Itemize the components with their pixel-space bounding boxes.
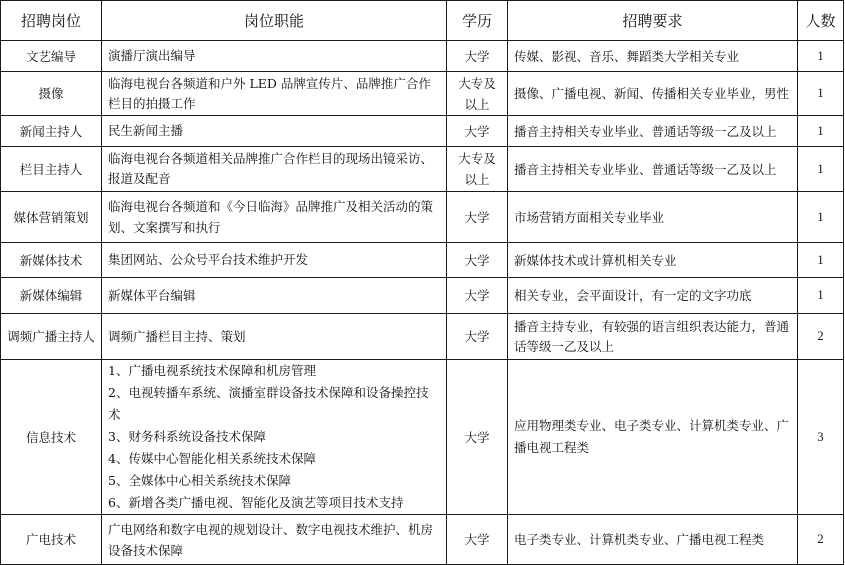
duty-line: 调频广播栏目主持、策划 xyxy=(108,328,246,344)
cell-position: 广电技术 xyxy=(1,515,102,565)
cell-duty xyxy=(102,314,447,360)
duty-line: 1、广播电视系统技术保障和机房管理 xyxy=(108,363,316,378)
cell-position: 摄像 xyxy=(1,72,102,116)
duty-line: 新媒体平台编辑 xyxy=(108,287,196,303)
cell-count: 3 xyxy=(798,360,844,515)
cell-requirements: 传媒、影视、音乐、舞蹈类大学相关专业 xyxy=(508,41,798,72)
table-row xyxy=(1,314,844,360)
cell-position: 新媒体编辑 xyxy=(1,278,102,314)
cell-requirements: 播音主持专业，有较强的语言组织表达能力，普通话等级一乙及以上 xyxy=(508,314,798,360)
table-row xyxy=(1,278,844,314)
cell-position: 新闻主持人 xyxy=(1,116,102,147)
cell-count: 1 xyxy=(798,41,844,72)
cell-education: 大专及以上 xyxy=(447,147,508,192)
cell-requirements: 电子类专业、计算机类专业、广播电视工程类 xyxy=(508,515,798,565)
cell-duty xyxy=(102,116,447,147)
cell-requirements: 播音主持相关专业毕业、普通话等级一乙及以上 xyxy=(508,116,798,147)
cell-education: 大学 xyxy=(447,515,508,565)
header-education: 学历 xyxy=(447,1,508,41)
cell-count: 2 xyxy=(798,515,844,565)
cell-position: 信息技术 xyxy=(1,360,102,515)
duty-line: 演播厅演出编导 xyxy=(108,48,196,63)
cell-position: 调频广播主持人 xyxy=(1,314,102,360)
cell-count: 1 xyxy=(798,147,844,192)
cell-requirements: 市场营销方面相关专业毕业 xyxy=(508,192,798,243)
header-duty: 岗位职能 xyxy=(102,1,447,41)
table-row xyxy=(1,515,844,565)
cell-duty xyxy=(102,360,447,515)
cell-duty xyxy=(102,41,447,72)
cell-education: 大学 xyxy=(447,243,508,278)
duty-line: 2、电视转播车系统、演播室群设备技术保障和设备操控技术 xyxy=(108,385,429,422)
header-count: 人数 xyxy=(798,1,844,41)
header-position: 招聘岗位 xyxy=(1,1,102,41)
cell-count: 1 xyxy=(798,72,844,116)
cell-duty xyxy=(102,147,447,192)
cell-position: 栏目主持人 xyxy=(1,147,102,192)
table-row xyxy=(1,243,844,278)
cell-count: 2 xyxy=(798,314,844,360)
cell-duty xyxy=(102,72,447,116)
duty-line: 集团网站、公众号平台技术维护开发 xyxy=(108,252,309,267)
cell-education: 大专及以上 xyxy=(447,72,508,116)
table-row xyxy=(1,41,844,72)
duty-line: 4、传媒中心智能化相关系统技术保障 xyxy=(108,451,316,466)
cell-education: 大学 xyxy=(447,116,508,147)
table-row xyxy=(1,116,844,147)
cell-count: 1 xyxy=(798,243,844,278)
table-row xyxy=(1,360,844,515)
cell-position: 新媒体技术 xyxy=(1,243,102,278)
cell-duty xyxy=(102,192,447,243)
duty-line: 临海电视台各频道和户外 LED 品牌宣传片、品牌推广合作栏目的拍摄工作 xyxy=(108,75,431,111)
duty-line: 临海电视台各频道和《今日临海》品牌推广及相关活动的策划、文案撰写和执行 xyxy=(108,199,434,235)
header-requirements: 招聘要求 xyxy=(508,1,798,41)
cell-requirements: 摄像、广播电视、新闻、传播相关专业毕业，男性 xyxy=(508,72,798,116)
cell-education: 大学 xyxy=(447,41,508,72)
cell-duty xyxy=(102,278,447,314)
cell-duty xyxy=(102,515,447,565)
cell-education: 大学 xyxy=(447,314,508,360)
cell-position: 媒体营销策划 xyxy=(1,192,102,243)
duty-line: 广电网络和数字电视的规划设计、数字电视技术维护、机房设备技术保障 xyxy=(108,521,434,558)
duty-line: 6、新增各类广播电视、智能化及演艺等项目技术支持 xyxy=(108,495,404,510)
cell-education: 大学 xyxy=(447,278,508,314)
table-row xyxy=(1,192,844,243)
cell-requirements: 相关专业，会平面设计，有一定的文字功底 xyxy=(508,278,798,314)
duty-line: 5、全媒体中心相关系统技术保障 xyxy=(108,473,291,488)
cell-requirements: 应用物理类专业、电子类专业、计算机类专业、广播电视工程类 xyxy=(508,360,798,515)
cell-count: 1 xyxy=(798,278,844,314)
cell-requirements: 播音主持相关专业毕业、普通话等级一乙及以上 xyxy=(508,147,798,192)
duty-line: 民生新闻主播 xyxy=(108,123,184,138)
table-row xyxy=(1,147,844,192)
cell-requirements: 新媒体技术或计算机相关专业 xyxy=(508,243,798,278)
duty-line: 3、财务科系统设备技术保障 xyxy=(108,429,266,444)
cell-education: 大学 xyxy=(447,360,508,515)
duty-line: 临海电视台各频道相关品牌推广合作栏目的现场出镜采访、报道及配音 xyxy=(108,151,434,186)
cell-education: 大学 xyxy=(447,192,508,243)
cell-position: 文艺编导 xyxy=(1,41,102,72)
cell-duty xyxy=(102,243,447,278)
cell-count: 1 xyxy=(798,192,844,243)
table-row xyxy=(1,72,844,116)
cell-count: 1 xyxy=(798,116,844,147)
header-row xyxy=(1,1,844,41)
